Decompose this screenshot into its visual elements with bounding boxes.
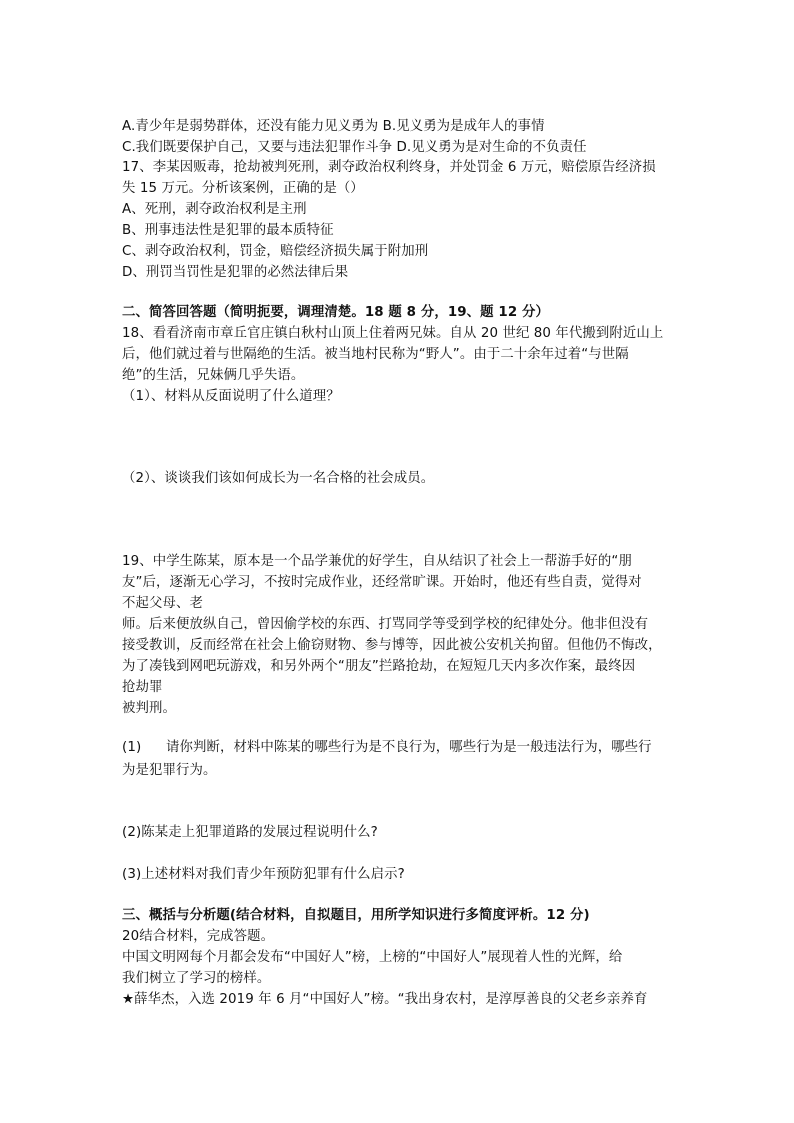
q19-sub1-text: 请你判断，材料中陈某的哪些行为是不良行为，哪些行为是一般违法行为，哪些行 — [166, 740, 652, 755]
q19-line8: 被判刑。 — [122, 701, 176, 716]
section2-heading: 二、简答回答题（简明扼要，调理清楚。18 题 8 分，19、题 12 分） — [122, 305, 549, 320]
q18-sub2: （2）、谈谈我们该如何成长为一名合格的社会成员。 — [122, 471, 435, 486]
q19-line2: 友”后，逐渐无心学习，不按时完成作业，还经常旷课。开始时，他还有些自责，觉得对 — [122, 575, 642, 590]
q20-line2: 中国文明网每个月都会发布“中国好人”榜，上榜的“中国好人”展现着人性的光辉，给 — [122, 950, 623, 965]
q19-sub2: (2)陈某走上犯罪道路的发展过程说明什么? — [122, 825, 378, 840]
q17-option-b: B、刑事违法性是犯罪的最本质特征 — [122, 223, 334, 238]
q19-sub3: (3)上述材料对我们青少年预防犯罪有什么启示? — [122, 867, 405, 882]
q20-line1: 20结合材料，完成答题。 — [122, 929, 275, 944]
q19-sub1 — [122, 738, 682, 758]
q19-sub1-continued: 为是犯罪行为。 — [122, 763, 217, 778]
q17-option-a: A、死刑，剥夺政治权利是主刑 — [122, 202, 307, 217]
section3-heading: 三、概括与分析题(结合材料，自拟题目，用所学知识进行多简度评析。12 分) — [122, 908, 590, 923]
q19-line5: 接受教训，反而经常在社会上偷窃财物、参与博等，因此被公安机关拘留。但他仍不悔改， — [122, 638, 662, 653]
q18-sub1: （1）、材料从反面说明了什么道理？ — [122, 389, 340, 404]
q17-stem-line2: 失 15 万元。分析该案例，正确的是（） — [122, 181, 364, 196]
q19-sub1-number: (1) — [122, 740, 142, 755]
q16-options-ab: A.青少年是弱势群体，还没有能力见义勇为 B.见义勇为是成年人的事情 — [122, 119, 545, 134]
q16-options-cd: C.我们既要保护自己，又要与违法犯罪作斗争 D.见义勇为是对生命的不负责任 — [122, 140, 587, 155]
q19-line1: 19、中学生陈某，原本是一个品学兼优的好学生，自从结识了社会上一帮游手好的“朋 — [122, 554, 632, 569]
q18-line3: 绝”的生活，兄妹俩几乎失语。 — [122, 368, 305, 383]
q20-line4: ★薛华杰，入选 2019 年 6 月“中国好人”榜。“我出身农村，是淳厚善良的父老乡亲养育 — [122, 992, 648, 1007]
q19-line4: 师。后来便放纵自己，曾因偷学校的东西、打骂同学等受到学校的纪律处分。他非但没有 — [122, 617, 649, 632]
q17-stem-line1: 17、李某因贩毒，抢劫被判死刑，剥夺政治权利终身，并处罚金 6 万元，赔偿原告经济损 — [122, 160, 656, 175]
q18-line1: 18、看看济南市章丘官庄镇白秋村山顶上住着两兄妹。自从 20 世纪 80 年代搬到附近山上 — [122, 326, 664, 341]
q20-line3: 我们树立了学习的榜样。 — [122, 971, 271, 986]
q19-line6: 为了凑钱到网吧玩游戏，和另外两个“朋友”拦路抢劫，在短短几天内多次作案，最终因 — [122, 659, 636, 674]
q19-line3: 不起父母、老 — [122, 596, 203, 611]
q17-option-d: D、刑罚当罚性是犯罪的必然法律后果 — [122, 265, 349, 280]
q19-line7: 抢劫罪 — [122, 680, 163, 695]
q18-line2: 后，他们就过着与世隔绝的生活。被当地村民称为“野人”。由于二十余年过着“与世隔 — [122, 347, 629, 362]
q17-option-c: C、剥夺政治权利，罚金，赔偿经济损失属于附加刑 — [122, 244, 429, 259]
